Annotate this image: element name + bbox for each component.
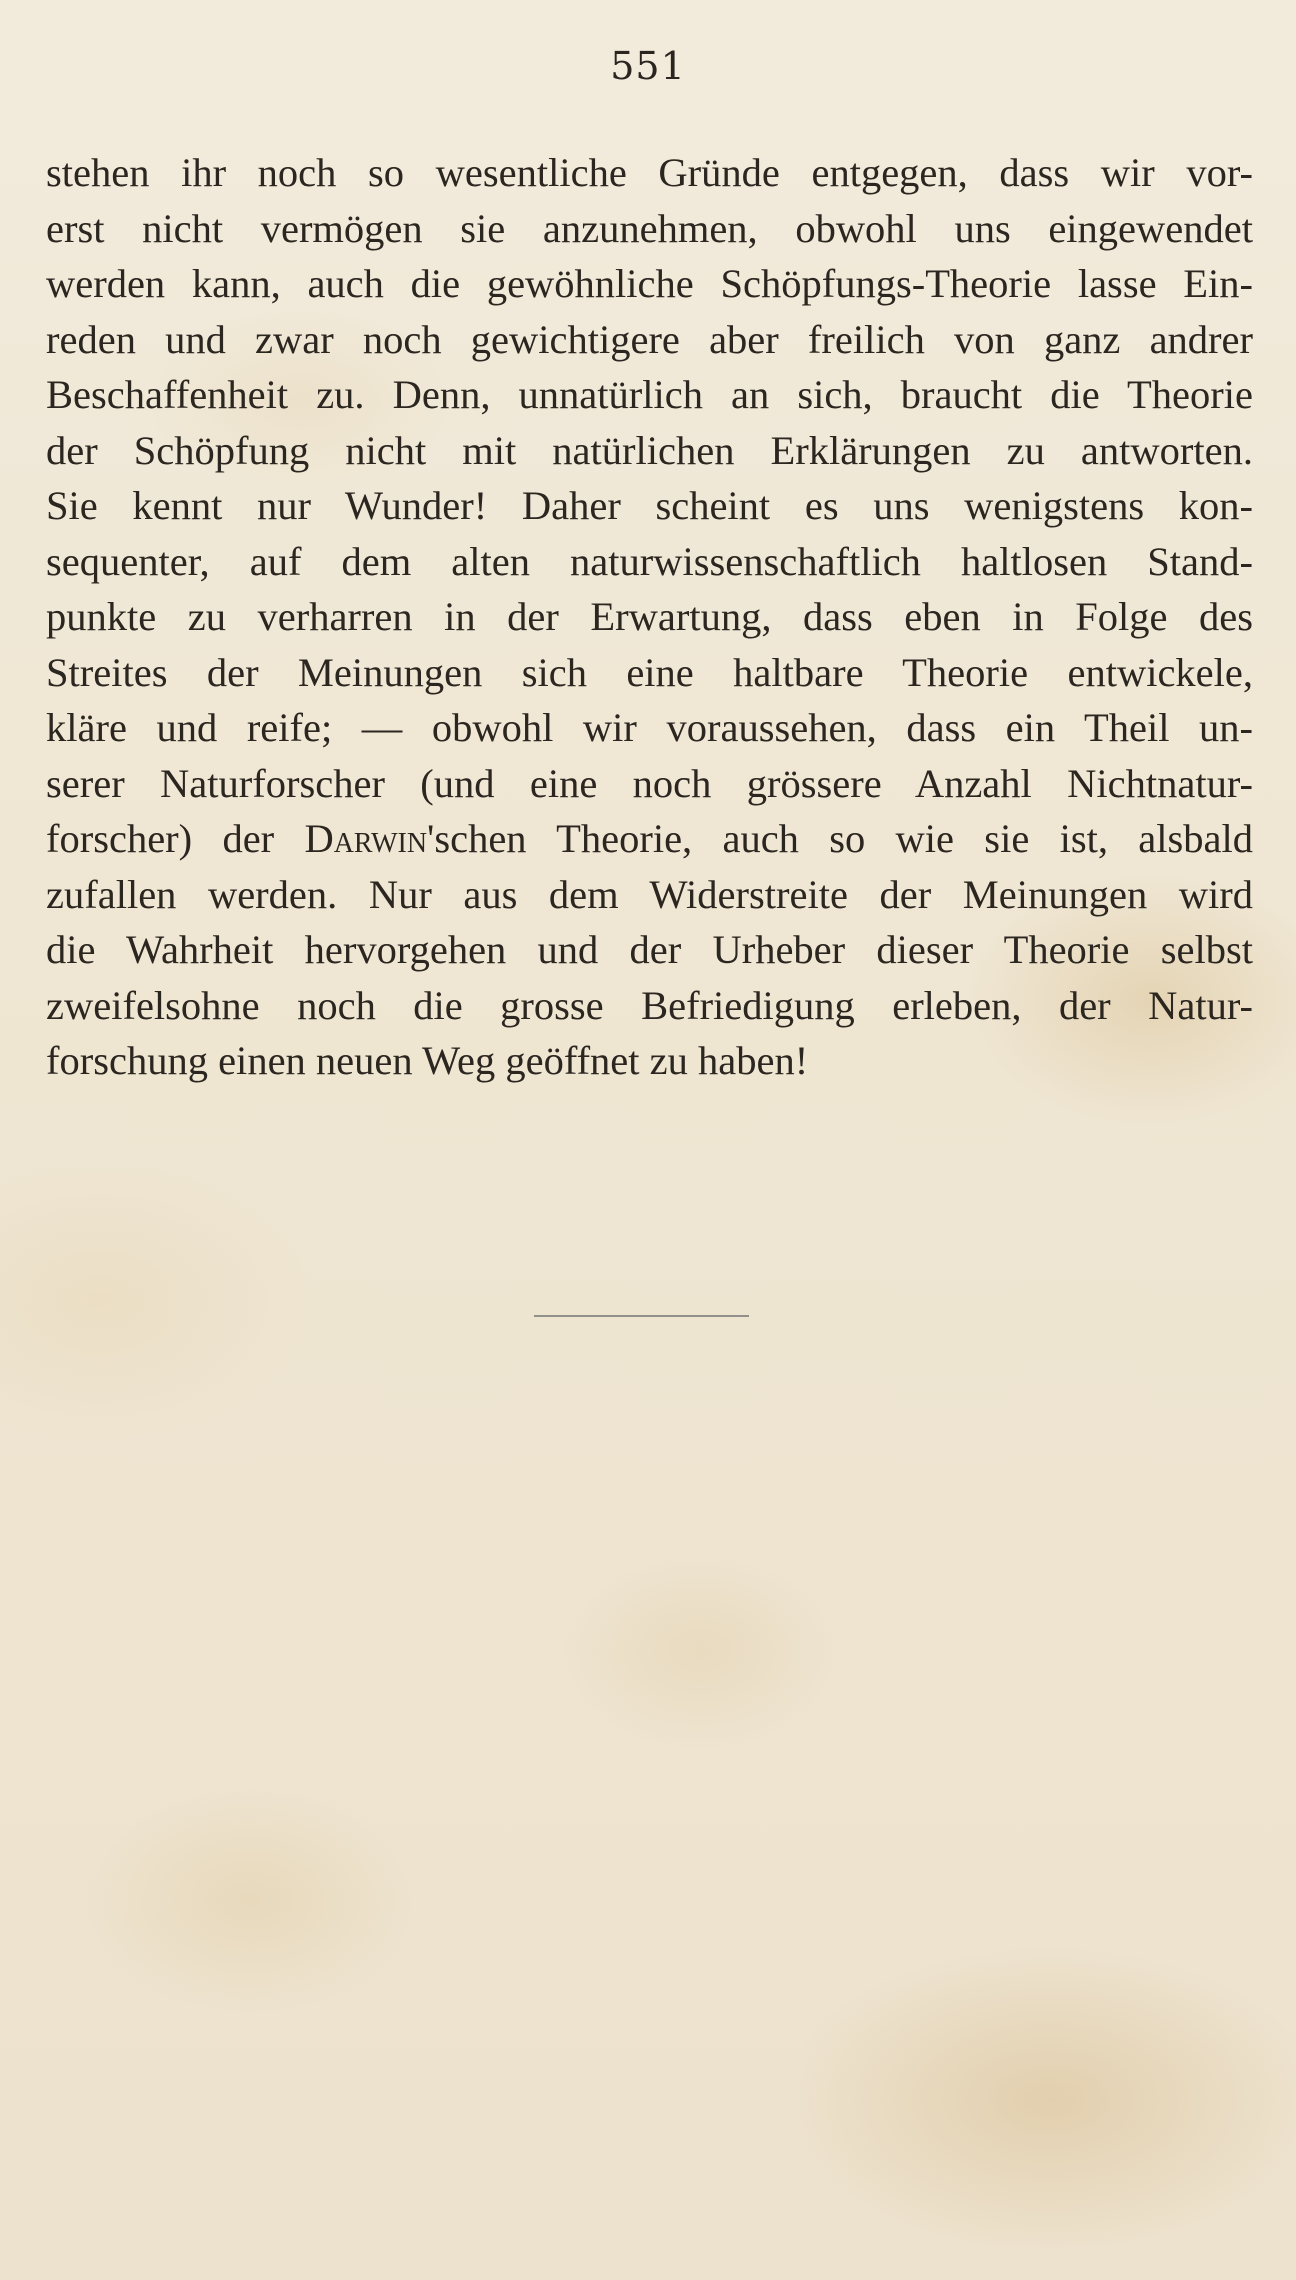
text-line: Sie kennt nur Wunder! Daher scheint es uns wenigstens kon-	[46, 483, 1253, 528]
section-end-rule	[534, 1315, 749, 1317]
text-line: sequenter, auf dem alten naturwissenschaftlich haltlosen Stand-	[46, 538, 1253, 584]
text-line: die Wahrheit hervorgehen und der Urheber dieser Theorie selbst	[46, 927, 1253, 972]
text-fragment: forscher) der	[46, 816, 305, 861]
text-fragment: 'schen Theorie, auch so wie sie ist, alsbald	[427, 816, 1253, 861]
text-line: punkte zu verharren in der Erwartung, dass eben in Folge des	[46, 594, 1253, 639]
text-line-with-author-name	[46, 811, 1253, 867]
author-name-darwin: Darwin	[304, 816, 428, 861]
page-number: 551	[610, 44, 686, 88]
text-line: der Schöpfung nicht mit natürlichen Erklärungen zu antworten.	[46, 427, 1253, 473]
text-line-last: forschung einen neuen Weg geöffnet zu haben!	[46, 1038, 809, 1083]
text-line: werden kann, auch die gewöhnliche Schöpfungs-Theorie lasse Ein-	[46, 261, 1253, 306]
text-line: reden und zwar noch gewichtigere aber freilich von ganz andrer	[46, 316, 1253, 362]
text-line: Streites der Meinungen sich eine haltbare Theorie entwickele,	[46, 649, 1253, 695]
text-line: stehen ihr noch so wesentliche Gründe entgegen, dass wir vor-	[46, 150, 1253, 195]
body-paragraph	[46, 145, 1253, 1089]
text-line: erst nicht vermögen sie anzunehmen, obwohl uns eingewendet	[46, 205, 1253, 251]
text-line: serer Naturforscher (und eine noch grössere Anzahl Nichtnatur-	[46, 760, 1253, 806]
text-line: zweifelsohne noch die grosse Befriedigung erleben, der Natur-	[46, 982, 1253, 1028]
text-line: zufallen werden. Nur aus dem Widerstreite der Meinungen wird	[46, 871, 1253, 917]
text-line: kläre und reife; — obwohl wir voraussehen, dass ein Theil un-	[46, 705, 1253, 750]
text-line: Beschaffenheit zu. Denn, unnatürlich an sich, braucht die Theorie	[46, 372, 1253, 417]
